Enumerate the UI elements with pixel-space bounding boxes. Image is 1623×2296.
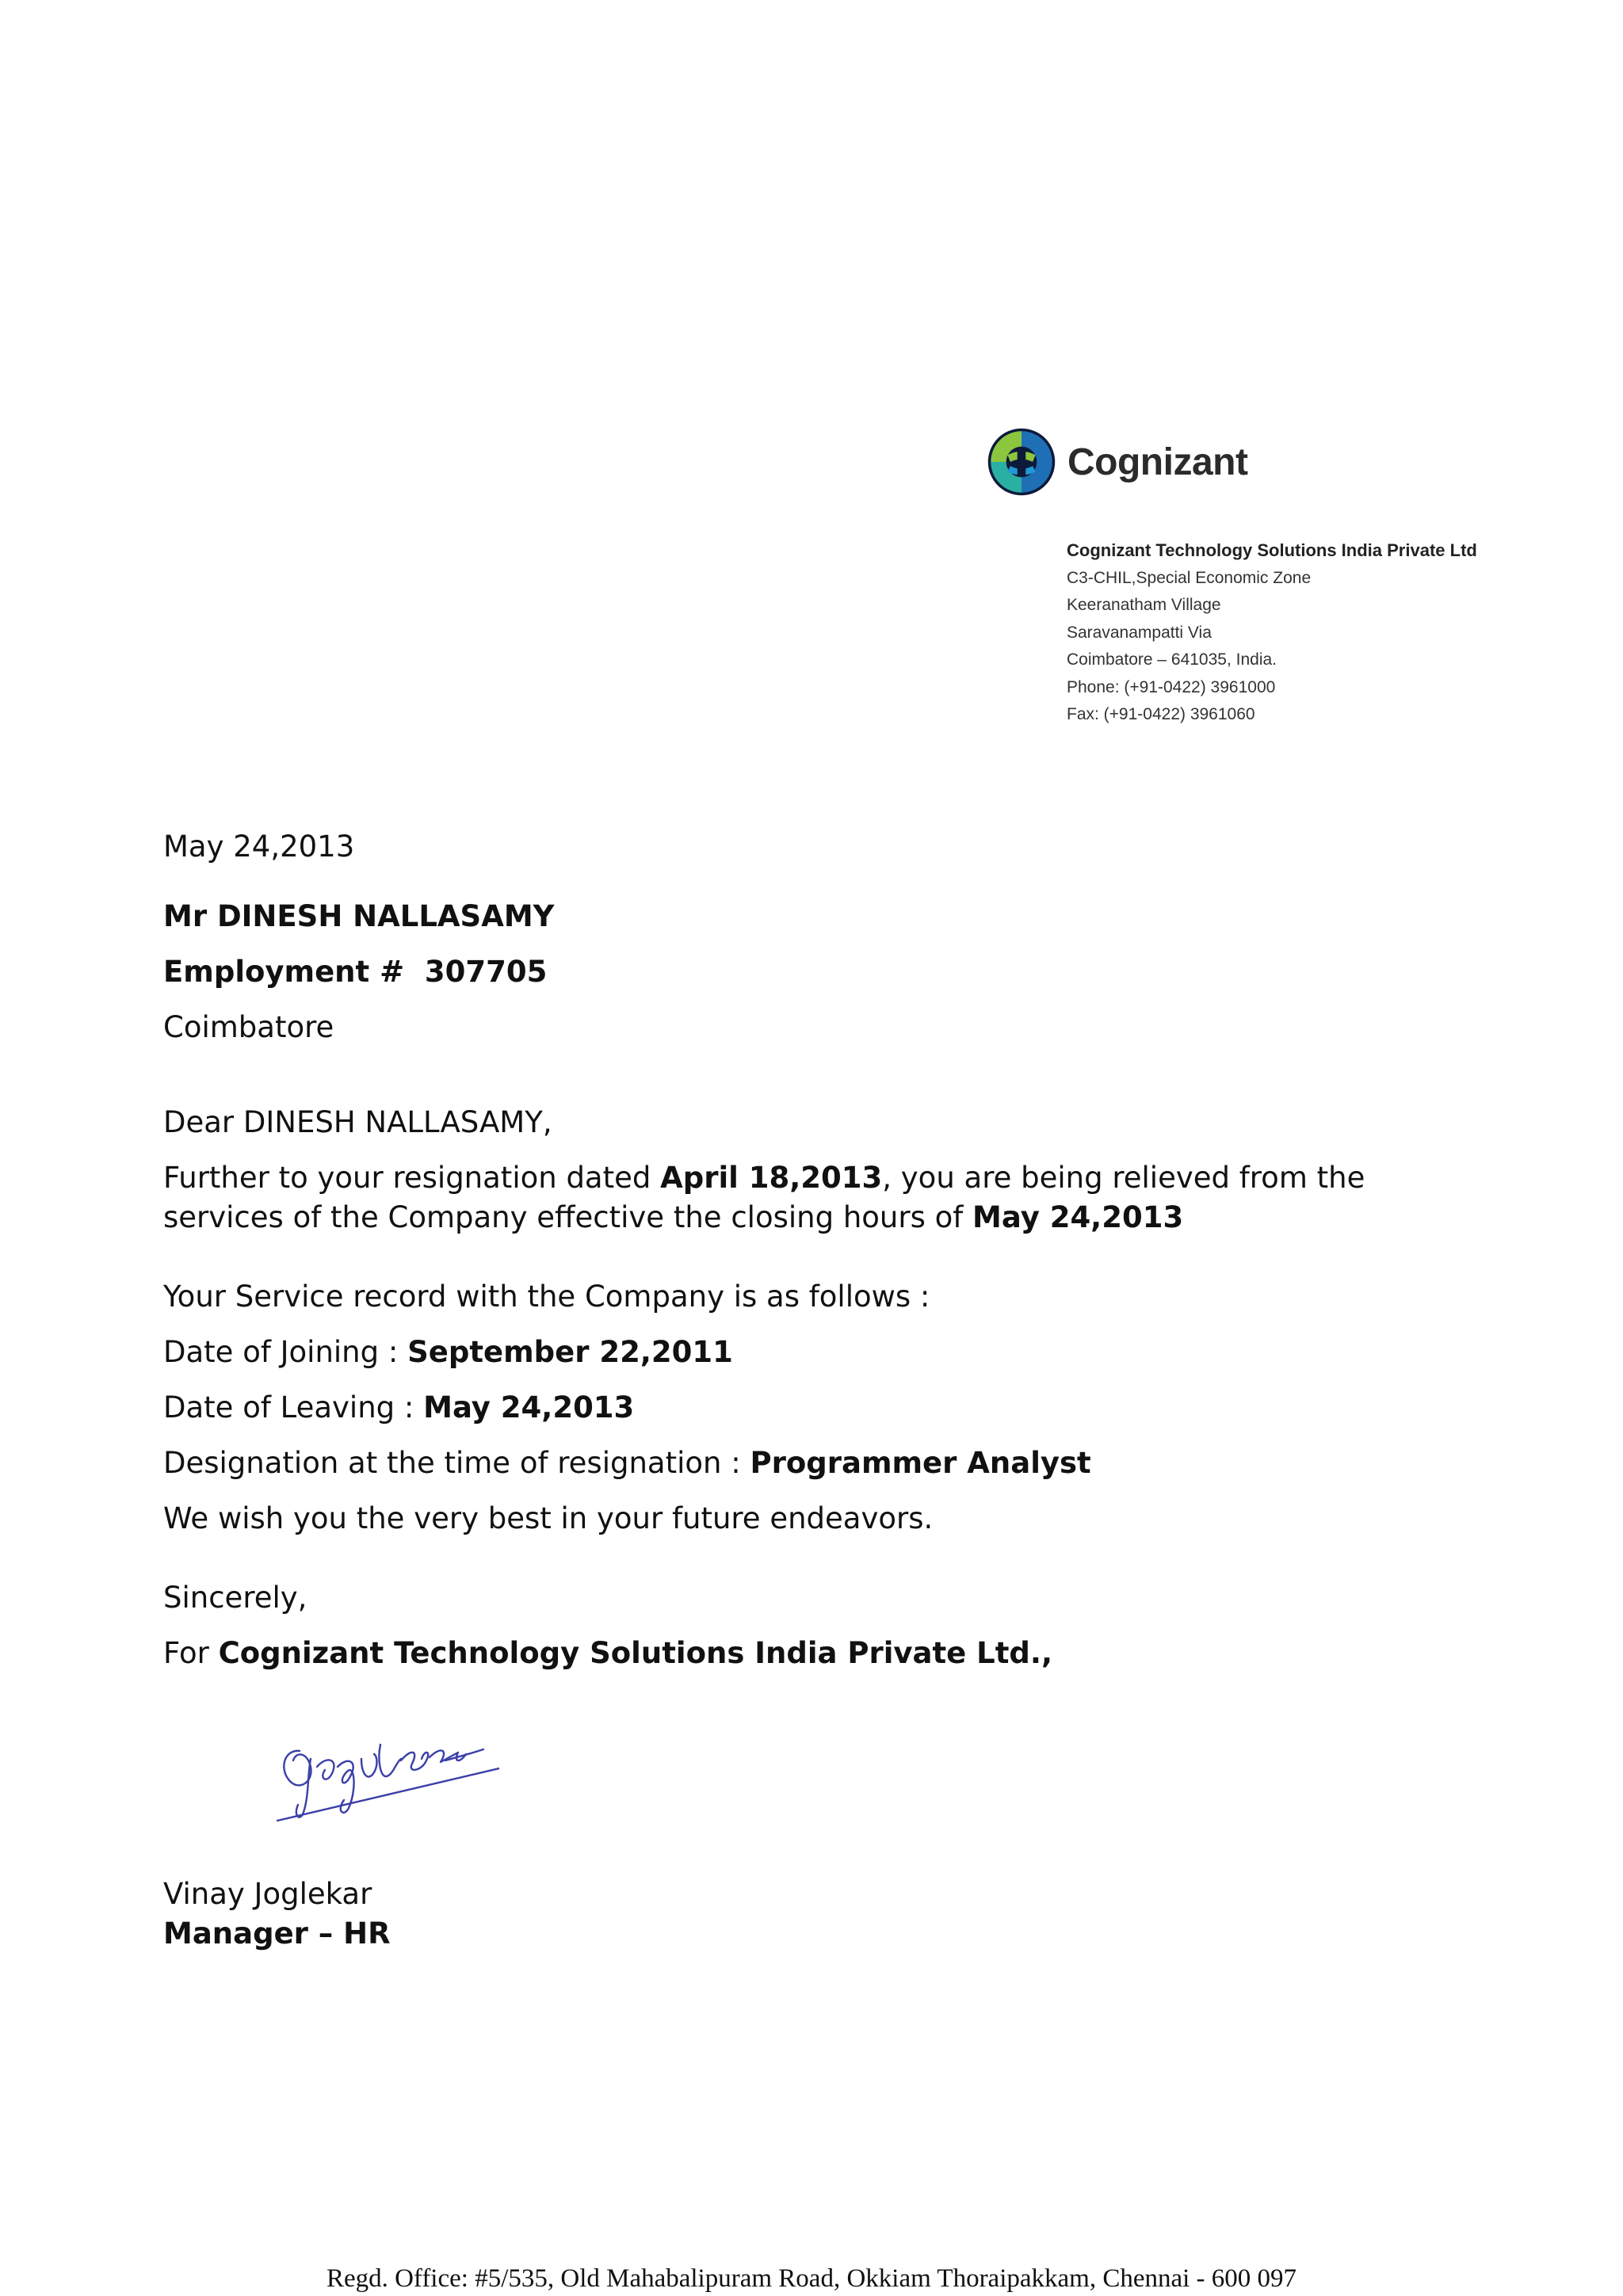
letter-date: May 24,2013 [163, 830, 355, 864]
relieving-paragraph-line-1 [163, 1159, 1365, 1197]
address-line: Coimbatore – 641035, India. [1067, 650, 1277, 669]
leaving-value: May 24,2013 [423, 1390, 635, 1425]
address-line: Keeranatham Village [1067, 596, 1221, 614]
date-of-leaving [163, 1389, 634, 1427]
address-line: C3-CHIL,Special Economic Zone [1067, 568, 1312, 587]
text-span: , you are being relieved from the [882, 1161, 1365, 1195]
signer-title [163, 1915, 391, 1953]
recipient-name-text: Mr DINESH NALLASAMY [163, 899, 555, 933]
for-company-name: Cognizant Technology Solutions India Private Ltd., [218, 1636, 1053, 1670]
signer-name: Vinay Joglekar [163, 1877, 372, 1911]
logo-wordmark: Cognizant [1067, 441, 1248, 483]
fax-number: Fax: (+91-0422) 3961060 [1067, 705, 1255, 723]
relieving-paragraph-line-2 [163, 1199, 1183, 1237]
salutation: Dear DINESH NALLASAMY, [163, 1105, 552, 1139]
relieving-date: May 24,2013 [972, 1200, 1184, 1234]
company-logo [987, 426, 1247, 498]
employment-number [163, 953, 547, 991]
text-span: Further to your resignation dated [163, 1161, 661, 1195]
recipient-name [163, 898, 554, 936]
designation [163, 1444, 1091, 1482]
company-address-block [1067, 537, 1477, 729]
cognizant-logo-icon [987, 427, 1056, 497]
address-line: Saravanampatti Via [1067, 623, 1212, 642]
designation-label: Designation at the time of resignation : [163, 1446, 750, 1480]
joining-label: Date of Joining : [163, 1335, 408, 1369]
handwritten-signature-icon [262, 1703, 499, 1830]
leaving-label: Date of Leaving : [163, 1390, 424, 1425]
for-label: For [163, 1636, 219, 1670]
letterhead-company-name: Cognizant Technology Solutions India Private Ltd [1067, 540, 1477, 560]
employment-number-text: Employment # 307705 [163, 955, 548, 989]
service-record-intro: Your Service record with the Company is as follows : [163, 1280, 930, 1314]
resignation-date: April 18,2013 [660, 1161, 883, 1195]
date-of-joining [163, 1333, 733, 1371]
phone-number: Phone: (+91-0422) 3961000 [1067, 677, 1276, 696]
signer-title-text: Manager – HR [163, 1917, 391, 1951]
for-company [163, 1634, 1052, 1672]
closing: Sincerely, [163, 1581, 307, 1615]
recipient-location: Coimbatore [163, 1010, 334, 1044]
registered-office-footer: Regd. Office: #5/535, Old Mahabalipuram Road, Okkiam Thoraipakkam, Chennai - 600 097 [326, 2264, 1297, 2293]
best-wishes: We wish you the very best in your future endeavors. [163, 1501, 934, 1535]
text-span: services of the Company effective the closing hours of [163, 1200, 973, 1234]
joining-value: September 22,2011 [407, 1335, 733, 1369]
designation-value: Programmer Analyst [750, 1446, 1091, 1480]
